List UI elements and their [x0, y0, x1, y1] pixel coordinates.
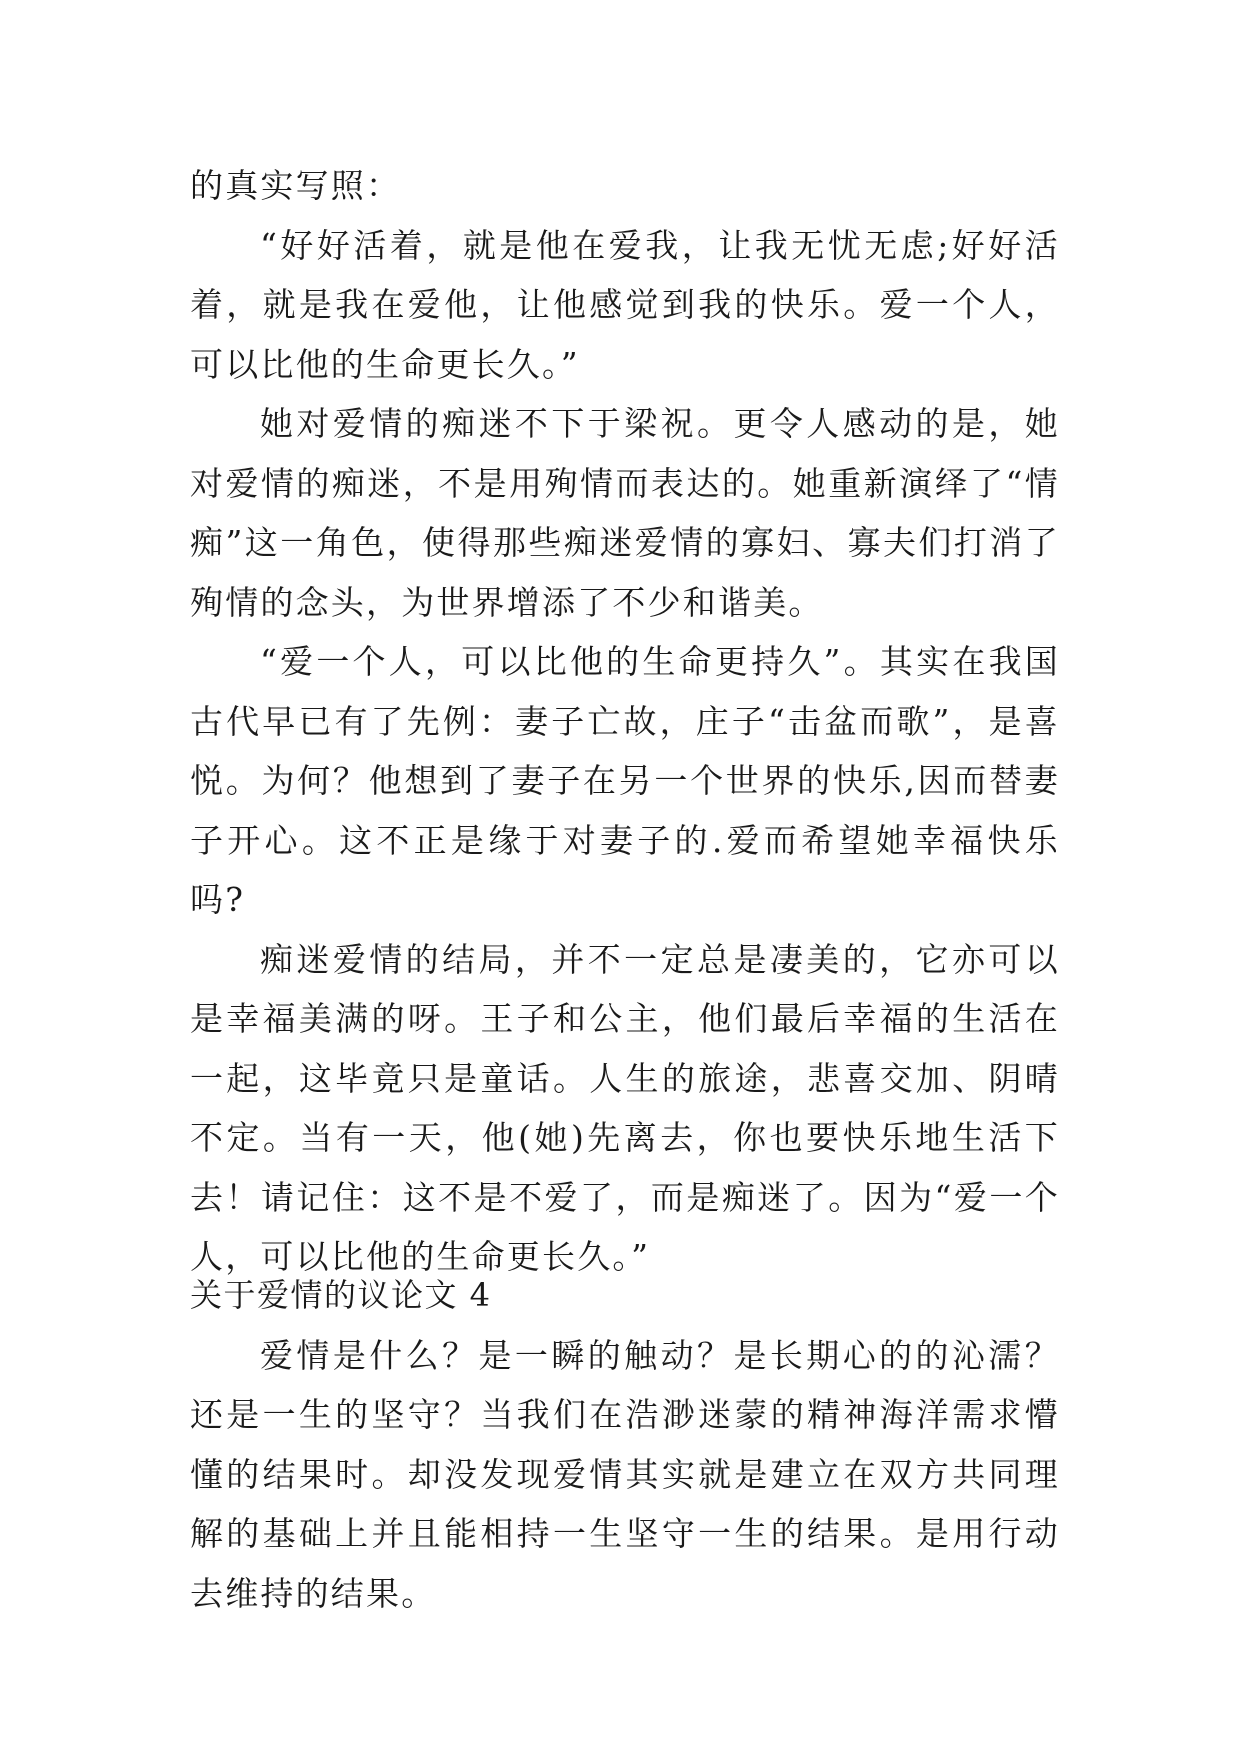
essay-body-continued [190, 156, 1060, 1287]
paragraph-quote: “好好活着，就是他在爱我，让我无忧无虑;好好活着，就是我在爱他，让他感觉到我的快乐。爱一个人，可以比他的生命更长久。” [190, 225, 1060, 384]
paragraph: 痴迷爱情的结局，并不一定总是凄美的，它亦可以是幸福美满的呀。王子和公主，他们最后幸福的生活在一起，这毕竟只是童话。人生的旅途，悲喜交加、阴晴不定。当有一天，他(她)先离去，你也要快乐地生活下去！请记住：这不是不爱了，而是痴迷了。因为“爱一个人，可以比他的生命更长久。” [190, 939, 1060, 1276]
paragraph: 她对爱情的痴迷不下于梁祝。更令人感动的是，她对爱情的痴迷，不是用殉情而表达的。她重新演绎了“情痴”这一角色，使得那些痴迷爱情的寡妇、寡夫们打消了殉情的念头，为世界增添了不少和谐美。 [190, 404, 1060, 622]
paragraph-continuation: 的真实写照： [190, 166, 402, 205]
paragraph: 爱情是什么？是一瞬的触动？是长期心的的沁濡？还是一生的坚守？当我们在浩渺迷蒙的精神海洋需求懵懂的结果时。却没发现爱情其实就是建立在双方共同理解的基础上并且能相持一生坚守一生的结果。是用行动去维持的结果。 [190, 1335, 1060, 1613]
paragraph: “爱一个人，可以比他的生命更持久”。其实在我国古代早已有了先例：妻子亡故，庄子“击盆而歌”，是喜悦。为何？他想到了妻子在另一个世界的快乐,因而替妻子开心。这不正是缘于对妻子的.爱而希望她幸福快乐吗? [190, 642, 1060, 919]
essay-section-4 [190, 1266, 1060, 1623]
section-heading: 关于爱情的议论文 4 [190, 1276, 492, 1314]
